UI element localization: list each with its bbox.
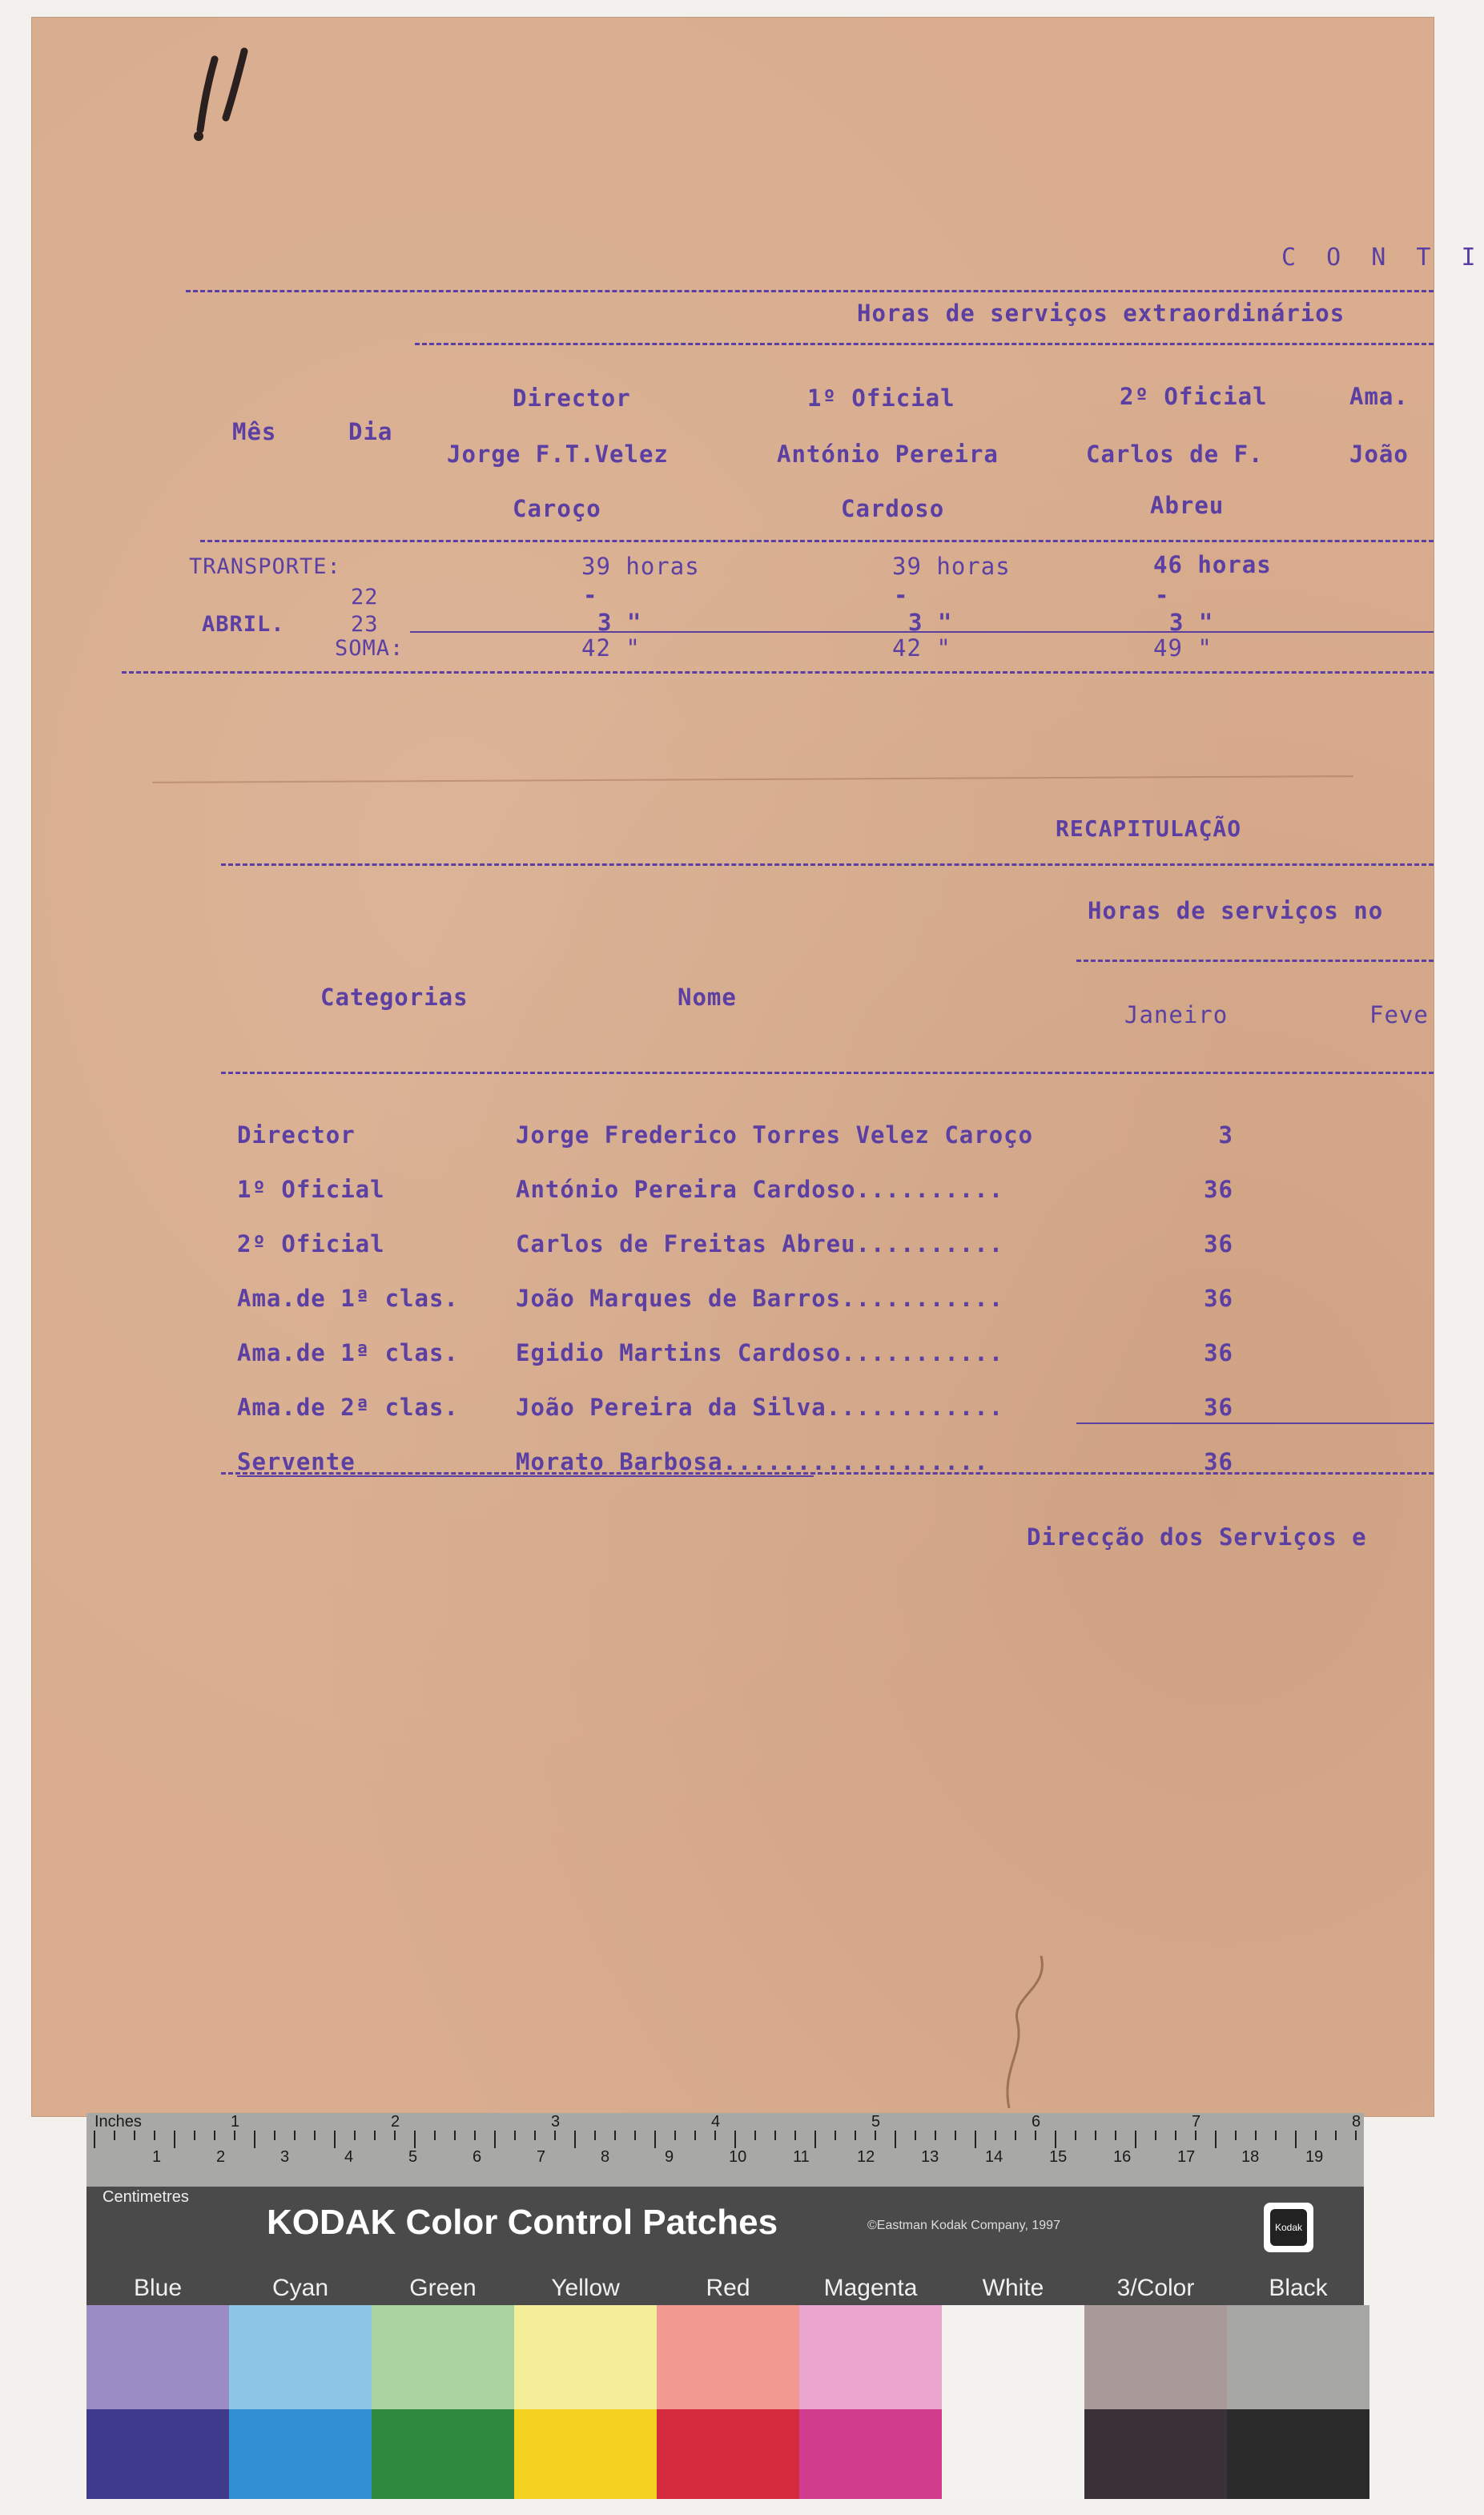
- inch-mark: 6: [1032, 2113, 1041, 2131]
- document-title: C O N T I: [1281, 243, 1484, 272]
- recap-row-nome: Carlos de Freitas Abreu..........: [516, 1230, 1004, 1258]
- patch-tint: [372, 2305, 514, 2409]
- patch-tint: [514, 2305, 657, 2409]
- col-director-name1: Jorge F.T.Velez: [447, 441, 669, 468]
- servente-underline: [237, 1475, 814, 1477]
- recap-row-nome: Jorge Frederico Torres Velez Caroço: [516, 1121, 1034, 1149]
- transporte-label: TRANSPORTE:: [189, 554, 341, 579]
- centimetres-label: Centimetres: [103, 2188, 189, 2206]
- recap-row-janeiro: 36: [1204, 1339, 1233, 1366]
- cm-mark: 16: [1113, 2148, 1132, 2166]
- recap-row-nome: Morato Barbosa..................: [516, 1448, 989, 1475]
- dash-director: -: [583, 581, 598, 609]
- patch-tint: [799, 2305, 942, 2409]
- patch-solid: [514, 2409, 657, 2499]
- sum-rule: [410, 631, 1434, 633]
- inch-mark: 2: [391, 2113, 400, 2131]
- recap-row-categoria: Servente: [237, 1448, 356, 1475]
- recap-row-janeiro: 36: [1204, 1285, 1233, 1312]
- cm-mark: 5: [408, 2148, 418, 2166]
- kodak-color-target: [86, 2113, 1364, 2499]
- transporte-oficial2: 46 horas: [1153, 551, 1272, 578]
- patch-tint: [229, 2305, 372, 2409]
- cm-mark: 18: [1241, 2148, 1260, 2166]
- recap-footer: Direcção dos Serviços e: [1027, 1523, 1367, 1551]
- recap-row-nome: Egidio Martins Cardoso...........: [516, 1339, 1004, 1366]
- kodak-logo-text: Kodak: [1270, 2209, 1307, 2246]
- patch-tint: [942, 2305, 1084, 2409]
- recap-row-categoria: Ama.de 1ª clas.: [237, 1285, 459, 1312]
- cm-mark: 7: [537, 2148, 546, 2166]
- patch-label: Cyan: [271, 2275, 329, 2301]
- fold-line: [152, 775, 1353, 783]
- col-oficial1-name1: António Pereira: [777, 441, 999, 468]
- patch-solid: [1227, 2409, 1369, 2499]
- cm-mark: 10: [729, 2148, 747, 2166]
- day23-oficial2: 3 ": [1169, 609, 1214, 636]
- recap-subtitle: Horas de serviços no: [1088, 897, 1384, 924]
- table1-bottom-rule: [122, 671, 1434, 674]
- cm-mark: 9: [665, 2148, 674, 2166]
- soma-director: 42 ": [581, 634, 641, 662]
- dash-oficial2: -: [1155, 581, 1170, 609]
- cm-mark: 3: [280, 2148, 290, 2166]
- document-subtitle: Horas de serviços extraordinários: [857, 300, 1345, 327]
- transporte-oficial1: 39 horas: [892, 553, 1011, 580]
- recap-row-nome: António Pereira Cardoso..........: [516, 1176, 1004, 1203]
- patch-labels: [86, 2273, 1364, 2305]
- recap-bottom-rule: [221, 1472, 1434, 1475]
- patch-label: Black: [1269, 2275, 1328, 2301]
- col-oficial2-name2: Abreu: [1150, 492, 1225, 519]
- cm-mark: 19: [1305, 2148, 1324, 2166]
- recap-subtitle-rule: [1076, 960, 1434, 962]
- patch-label: Yellow: [551, 2275, 620, 2301]
- col-ama-name1: João: [1349, 441, 1409, 468]
- col-janeiro: Janeiro: [1124, 1001, 1229, 1028]
- col-director-name2: Caroço: [513, 495, 601, 522]
- patch-solid: [942, 2409, 1084, 2499]
- recap-total-rule: [1076, 1422, 1434, 1424]
- cm-mark: 17: [1177, 2148, 1196, 2166]
- patch-solid: [1084, 2409, 1227, 2499]
- ruler-ticks: [86, 2113, 1364, 2187]
- day23-director: 3 ": [597, 609, 642, 636]
- patch-tint: [657, 2305, 799, 2409]
- col-oficial2-name1: Carlos de F.: [1086, 441, 1264, 468]
- dia-23: 23: [351, 612, 379, 637]
- recap-row-janeiro: 3: [1218, 1121, 1233, 1149]
- inch-mark: 1: [231, 2113, 240, 2131]
- soma-oficial2: 49 ": [1153, 634, 1213, 662]
- patch-solid: [86, 2409, 229, 2499]
- inch-cm-ruler: [86, 2113, 1364, 2188]
- recap-row-categoria: 1º Oficial: [237, 1176, 385, 1203]
- patch-solid: [657, 2409, 799, 2499]
- col-fev: Feve: [1369, 1001, 1429, 1028]
- recap-row-janeiro: 36: [1204, 1230, 1233, 1258]
- patch-label: Magenta: [823, 2275, 918, 2301]
- patch-label: Blue: [133, 2275, 183, 2301]
- dash-oficial1: -: [894, 581, 909, 609]
- paper-tear: [953, 1940, 1113, 2116]
- kodak-title: KODAK Color Control Patches: [267, 2203, 778, 2242]
- recap-row-categoria: 2º Oficial: [237, 1230, 385, 1258]
- kodak-title-band: [86, 2187, 1364, 2273]
- patch-label: Green: [409, 2275, 477, 2301]
- handwritten-mark: [168, 42, 296, 162]
- col-categorias: Categorias: [320, 984, 469, 1011]
- cm-mark: 4: [344, 2148, 354, 2166]
- cm-mark: 6: [473, 2148, 482, 2166]
- inch-mark: 7: [1192, 2113, 1201, 2131]
- inch-mark: 5: [871, 2113, 881, 2131]
- cm-mark: 12: [857, 2148, 875, 2166]
- cm-mark: 1: [152, 2148, 162, 2166]
- recap-row-categoria: Director: [237, 1121, 356, 1149]
- patch-solid: [229, 2409, 372, 2499]
- col-ama-role: Ama.: [1349, 383, 1409, 410]
- patch-label: Red: [706, 2275, 750, 2301]
- recap-row-janeiro: 36: [1204, 1176, 1233, 1203]
- cm-mark: 14: [985, 2148, 1003, 2166]
- recap-row-categoria: Ama.de 2ª clas.: [237, 1394, 459, 1421]
- kodak-copyright: ©Eastman Kodak Company, 1997: [867, 2219, 1060, 2232]
- patch-label: White: [982, 2275, 1044, 2301]
- kodak-logo-icon: [1264, 2203, 1313, 2252]
- soma-label: SOMA:: [335, 636, 404, 661]
- patch-solid: [799, 2409, 942, 2499]
- table1-header-rule: [200, 540, 1434, 542]
- inches-label: Inches: [95, 2113, 142, 2131]
- col-director-role: Director: [513, 384, 631, 412]
- col-nome: Nome: [678, 984, 737, 1011]
- cm-mark: 2: [216, 2148, 226, 2166]
- cm-mark: 11: [793, 2148, 810, 2166]
- recap-row-nome: João Pereira da Silva............: [516, 1394, 1004, 1421]
- dia-22: 22: [351, 585, 379, 610]
- cm-mark: 13: [921, 2148, 939, 2166]
- recap-row-categoria: Ama.de 1ª clas.: [237, 1339, 459, 1366]
- inch-mark: 3: [551, 2113, 561, 2131]
- col-oficial2-role: 2º Oficial: [1120, 383, 1268, 410]
- patch-tint: [86, 2305, 229, 2409]
- recap-title: RECAPITULAÇÃO: [1056, 815, 1242, 842]
- inch-mark: 4: [711, 2113, 721, 2131]
- abril-label: ABRIL.: [202, 612, 285, 637]
- patch-solid: [372, 2409, 514, 2499]
- patch-tint: [1227, 2305, 1369, 2409]
- transporte-director: 39 horas: [581, 553, 700, 580]
- col-mes: Mês: [232, 418, 277, 445]
- col-oficial1-name2: Cardoso: [841, 495, 945, 522]
- col-dia: Dia: [348, 418, 393, 445]
- subheader-rule: [415, 343, 1434, 345]
- cm-mark: 15: [1049, 2148, 1068, 2166]
- patch-label: 3/Color: [1116, 2275, 1195, 2301]
- cm-mark: 8: [601, 2148, 610, 2166]
- recap-row-janeiro: 36: [1204, 1394, 1233, 1421]
- recap-row-janeiro: 36: [1204, 1448, 1233, 1475]
- document-page: [32, 18, 1484, 2116]
- day23-oficial1: 3 ": [908, 609, 953, 636]
- patch-tint: [1084, 2305, 1227, 2409]
- recap-header-rule: [221, 1072, 1434, 1074]
- col-oficial1-role: 1º Oficial: [807, 384, 955, 412]
- recap-title-rule: [221, 863, 1434, 866]
- recap-row-nome: João Marques de Barros...........: [516, 1285, 1004, 1312]
- soma-oficial1: 42 ": [892, 634, 951, 662]
- header-rule: [186, 290, 1434, 292]
- inch-mark: 8: [1352, 2113, 1361, 2131]
